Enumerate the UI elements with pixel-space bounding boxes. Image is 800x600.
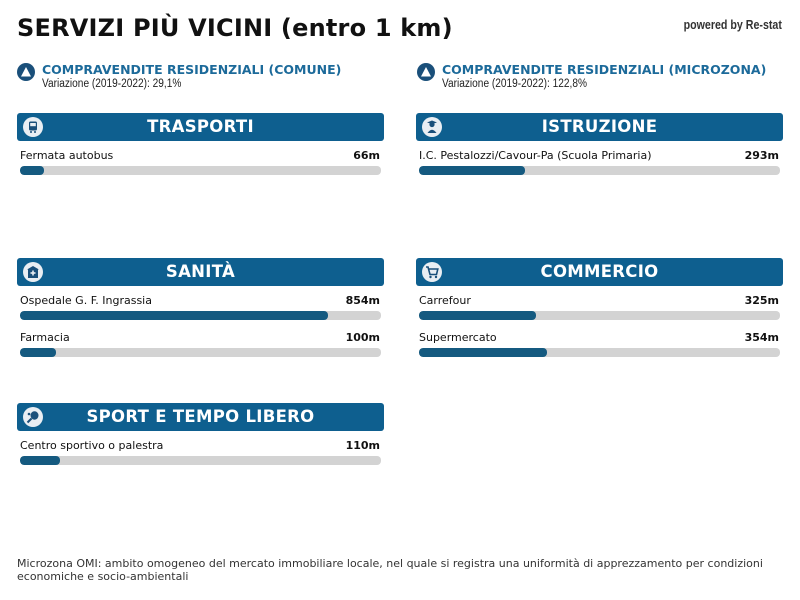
distance-bar-fill xyxy=(20,348,56,357)
section-header xyxy=(17,258,384,286)
section-trasporti xyxy=(17,113,384,178)
distance-bar xyxy=(20,311,381,320)
distance-bar-fill xyxy=(419,311,536,320)
stat-variation: Variazione (2019-2022): 122,8% xyxy=(442,78,587,90)
list-item xyxy=(416,141,783,178)
item-distance: 854m xyxy=(345,294,380,307)
distance-bar xyxy=(419,166,780,175)
section-title: TRASPORTI xyxy=(147,117,254,136)
distance-bar xyxy=(20,166,381,175)
item-distance: 354m xyxy=(744,331,779,344)
item-distance: 66m xyxy=(353,149,380,162)
distance-bar xyxy=(20,456,381,465)
item-distance: 293m xyxy=(744,149,779,162)
section-sanita xyxy=(17,258,384,360)
distance-bar-fill xyxy=(20,456,60,465)
stat-variation: Variazione (2019-2022): 29,1% xyxy=(42,78,182,90)
section-commercio xyxy=(416,258,783,360)
section-istruzione xyxy=(416,113,783,178)
item-name: Ospedale G. F. Ingrassia xyxy=(20,294,152,307)
item-name: Fermata autobus xyxy=(20,149,114,162)
distance-bar xyxy=(419,348,780,357)
list-item xyxy=(17,323,384,360)
item-name: Centro sportivo o palestra xyxy=(20,439,164,452)
item-distance: 325m xyxy=(744,294,779,307)
section-header xyxy=(17,403,384,431)
stat-label: COMPRAVENDITE RESIDENZIALI (COMUNE) xyxy=(42,62,342,77)
list-item xyxy=(17,286,384,323)
footer-note: Microzona OMI: ambito omogeneo del mercato immobiliare locale, nel quale si registra una uniformità di apprezzamento per condizioni economiche e socio-ambientali xyxy=(17,557,763,583)
distance-bar-fill xyxy=(419,166,525,175)
list-item xyxy=(17,141,384,178)
section-title: SANITÀ xyxy=(165,262,236,281)
powered-by-label: powered by Re-stat xyxy=(683,17,782,32)
item-name: Farmacia xyxy=(20,331,70,344)
item-distance: 100m xyxy=(345,331,380,344)
section-header xyxy=(17,113,384,141)
list-item xyxy=(416,286,783,323)
item-name: Carrefour xyxy=(419,294,471,307)
distance-bar-fill xyxy=(419,348,547,357)
triangle-icon xyxy=(17,63,35,81)
stat-label: COMPRAVENDITE RESIDENZIALI (MICROZONA) xyxy=(442,62,767,77)
distance-bar xyxy=(20,348,381,357)
page-title: SERVIZI PIÙ VICINI (entro 1 km) xyxy=(17,14,453,42)
section-title: ISTRUZIONE xyxy=(541,117,658,136)
section-title: SPORT E TEMPO LIBERO xyxy=(86,407,315,426)
item-name: I.C. Pestalozzi/Cavour-Pa (Scuola Primaria) xyxy=(419,149,652,162)
section-header xyxy=(416,258,783,286)
list-item xyxy=(416,323,783,360)
distance-bar xyxy=(419,311,780,320)
section-title: COMMERCIO xyxy=(540,262,659,281)
item-distance: 110m xyxy=(345,439,380,452)
distance-bar-fill xyxy=(20,311,328,320)
triangle-icon xyxy=(417,63,435,81)
section-header xyxy=(416,113,783,141)
section-sport xyxy=(17,403,384,468)
item-name: Supermercato xyxy=(419,331,497,344)
list-item xyxy=(17,431,384,468)
distance-bar-fill xyxy=(20,166,44,175)
